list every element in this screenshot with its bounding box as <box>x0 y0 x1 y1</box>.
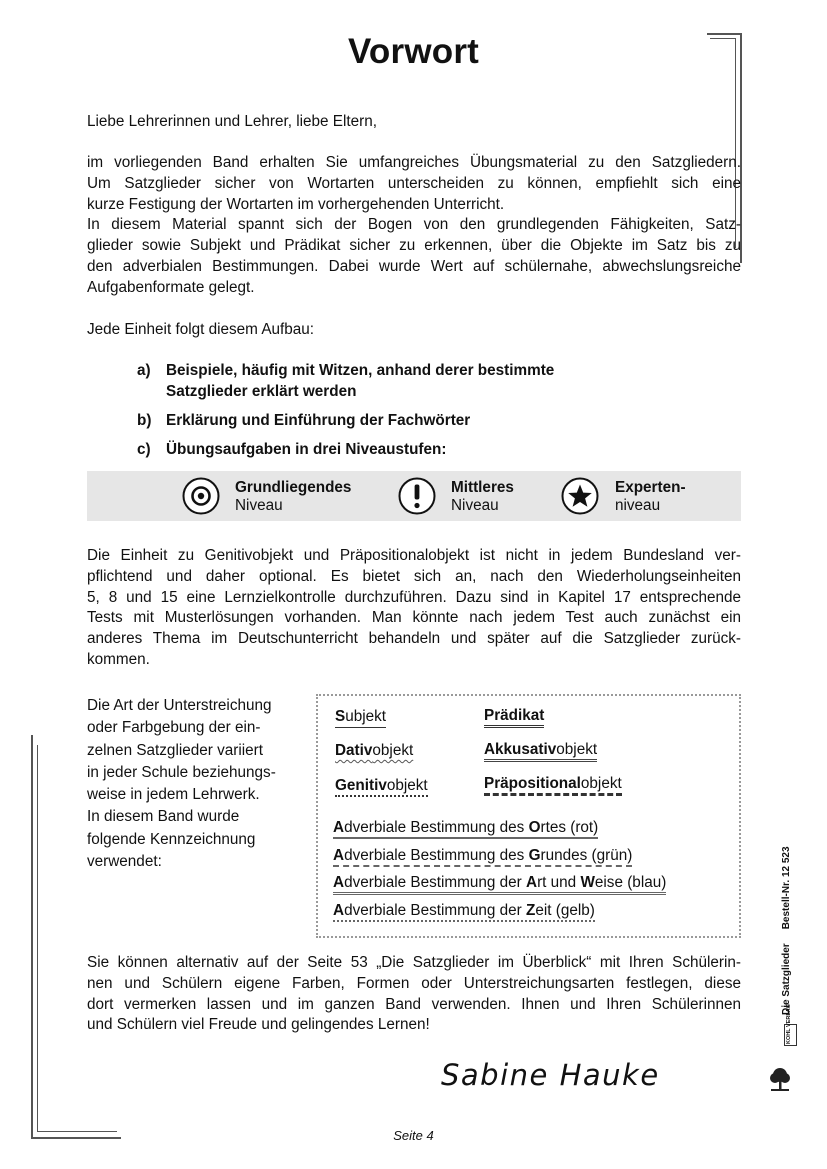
structure-intro-text: Jede Einheit folgt diesem Aufbau: <box>87 321 315 338</box>
greeting <box>87 112 741 133</box>
text-line: Tests mit Musterlösungen vorhanden. Man könnte nach jedem Test auch zunächst ein <box>87 609 741 627</box>
text-line: verwendet: <box>87 853 162 871</box>
text-line: Die Einheit zu Genitivobjekt und Präpositionalobjekt ist nicht in jedem Bundesland ver- <box>87 547 741 564</box>
list-item-label: a) <box>137 362 151 379</box>
text-line: nen und Schülern eigene Farben, Formen oder Unterstreichungsarten festlegen, diese <box>87 974 741 992</box>
level-subtitle: Niveau <box>451 497 499 514</box>
level-title: Experten- <box>615 479 686 496</box>
legend-adverbial-ort: Adverbiale Bestimmung des Ortes (rot) <box>333 819 598 839</box>
level-title: Mittleres <box>451 479 514 496</box>
text-line: Die Art der Unterstreichung <box>87 697 272 714</box>
difficulty-levels-bar <box>87 471 741 521</box>
text-line: pflichtend und daher optional. Es bietet sich an, nach den Wiederholungseinheiten <box>87 567 741 585</box>
text-line: den adverbialen Bestimmungen. Dabei wurde Wert auf schülernahe, abwechslungsreiche <box>87 257 741 275</box>
list-item-text: Beispiele, häufig mit Witzen, anhand derer bestimmte Satzglieder erklärt werden <box>166 362 555 400</box>
legend-genitivobjekt: Genitivobjekt <box>335 777 428 797</box>
text-line: Aufgabenformate gelegt. <box>87 278 255 296</box>
unit-paragraph <box>87 546 741 671</box>
order-number: Bestell-Nr. 12 523 <box>781 846 792 930</box>
level-title: Grundliegendes <box>235 479 352 496</box>
structure-intro <box>87 320 741 341</box>
legend-praedikat: Prädikat <box>484 707 544 728</box>
text-line: zelnen Satzglieder variiert <box>87 741 264 759</box>
list-item-label: b) <box>137 412 152 429</box>
publisher-name: KOHL VERLAG <box>786 1004 792 1044</box>
text-line: und Schülern viel Freude und gelingendes Lernen! <box>87 1016 430 1034</box>
text-line: oder Farbgebung der ein- <box>87 719 261 737</box>
page-title: Vorwort <box>347 32 480 71</box>
text-line: kommen. <box>87 650 150 668</box>
text-line: In diesem Band wurde <box>87 808 240 826</box>
target-circle-icon <box>182 477 220 515</box>
text-line: kurze Festigung der Wortarten im vorhergehenden Unterricht. <box>87 195 505 213</box>
frame-line <box>31 735 33 1138</box>
text-line: dort vermerken lassen und im ganzen Band verwenden. Ihnen und Ihren Schülerinnen <box>87 995 741 1013</box>
frame-line <box>37 745 38 1131</box>
legend-akkusativobjekt: Akkusativobjekt <box>484 741 597 762</box>
marking-explanation <box>87 695 302 873</box>
level-subtitle: niveau <box>615 497 661 514</box>
text-line: glieder sowie Subjekt und Prädikat sicher zu erkennen, über die Objekte im Satz bis zu <box>87 237 741 255</box>
text-line: folgende Kennzeichnung <box>87 830 256 848</box>
list-item-text: Erklärung und Einführung der Fachwörter <box>166 412 471 429</box>
legend-praepositionalobjekt: Präpositionalobjekt <box>484 775 622 796</box>
text-line: weise in jedem Lehrwerk. <box>87 786 260 804</box>
list-item-text: Übungsaufgaben in drei Niveaustufen: <box>166 441 447 458</box>
text-line: im vorliegenden Band erhalten Sie umfangreiches Übungsmaterial zu den Satzgliedern. <box>87 154 741 171</box>
legend-dativobjekt: Dativobjekt <box>335 742 414 759</box>
text-line: anderes Thema im Deutschunterricht behandeln und später auf die Satzglieder zurück- <box>87 630 741 648</box>
legend-adverbial-grund: Adverbiale Bestimmung des Grundes (grün) <box>333 847 632 867</box>
author-signature: Sabine Hauke <box>441 1058 660 1092</box>
text-line: In diesem Material spannt sich der Bogen von den grundlegenden Fähigkeiten, Satz- <box>87 216 741 234</box>
exclamation-circle-icon <box>398 477 436 515</box>
legend-adverbial-art: Adverbiale Bestimmung der Art und Weise (blau) <box>333 874 666 895</box>
intro-paragraph <box>87 153 741 299</box>
closing-paragraph <box>87 953 741 1036</box>
text-line: Sie können alternativ auf der Seite 53 „Die Satzglieder im Überblick“ mit Ihren Schülerin- <box>87 954 741 971</box>
tree-logo-icon <box>769 1066 791 1092</box>
legend-adverbial-zeit: Adverbiale Bestimmung der Zeit (gelb) <box>333 902 595 922</box>
side-imprint <box>781 832 792 1015</box>
star-circle-icon <box>561 477 599 515</box>
text-line: 5, 8 und 15 eine Lernzielkontrolle durchzuführen. Dazu sind in Kapitel 17 entsprechende <box>87 588 741 606</box>
text-line: Um Satzglieder sicher von Wortarten unterscheiden zu können, empfiehlt sich eine <box>87 174 741 192</box>
legend-subjekt: Subjekt <box>335 708 386 728</box>
marking-legend <box>316 694 741 938</box>
greeting-text: Liebe Lehrerinnen und Lehrer, liebe Eltern, <box>87 113 377 130</box>
text-line: in jeder Schule beziehungs- <box>87 763 276 781</box>
level-subtitle: Niveau <box>235 497 283 514</box>
page-number: Seite 4 <box>393 1128 434 1143</box>
book-title: Die Satzglieder <box>781 943 792 1015</box>
list-item-label: c) <box>137 441 151 458</box>
